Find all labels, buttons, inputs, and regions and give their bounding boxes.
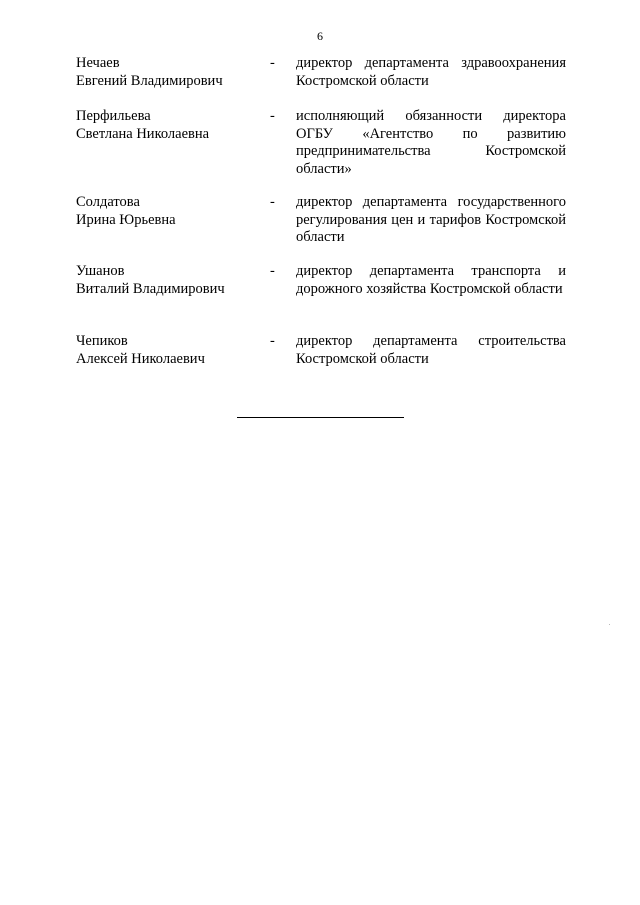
member-dash: - xyxy=(270,55,275,71)
member-given-names: Евгений Владимирович xyxy=(76,72,223,89)
member-given-names: Ирина Юрьевна xyxy=(76,211,176,228)
member-dash: - xyxy=(270,194,275,210)
member-surname: Перфильева xyxy=(76,108,151,124)
member-name xyxy=(76,333,266,368)
member-given-names: Виталий Владимирович xyxy=(76,280,225,297)
member-name xyxy=(76,108,266,143)
page-number: 6 xyxy=(317,29,323,43)
closing-rule xyxy=(237,417,404,418)
member-surname: Ушанов xyxy=(76,263,125,279)
member-name xyxy=(76,263,266,298)
member-role: директор департамента строительства Костромской области xyxy=(296,333,566,367)
member-given-names: Алексей Николаевич xyxy=(76,350,205,367)
member-dash: - xyxy=(270,108,275,124)
member-dash: - xyxy=(270,263,275,279)
member-surname: Чепиков xyxy=(76,333,128,349)
member-role: директор департамента государственного регулирования цен и тарифов Костромской области xyxy=(296,194,566,245)
member-surname: Солдатова xyxy=(76,194,140,210)
member-name xyxy=(76,194,266,229)
member-surname: Нечаев xyxy=(76,55,120,71)
member-role: директор департамента транспорта и дорожного хозяйства Костромской области xyxy=(296,263,566,297)
member-role: исполняющий обязанности директора ОГБУ «Агентство по развитию предпринимательства Костромской области» xyxy=(296,108,566,177)
member-name xyxy=(76,55,266,90)
member-role: директор департамента здравоохранения Костромской области xyxy=(296,55,566,89)
member-given-names: Светлана Николаевна xyxy=(76,125,210,142)
scan-speck xyxy=(609,624,610,625)
member-dash: - xyxy=(270,333,275,349)
